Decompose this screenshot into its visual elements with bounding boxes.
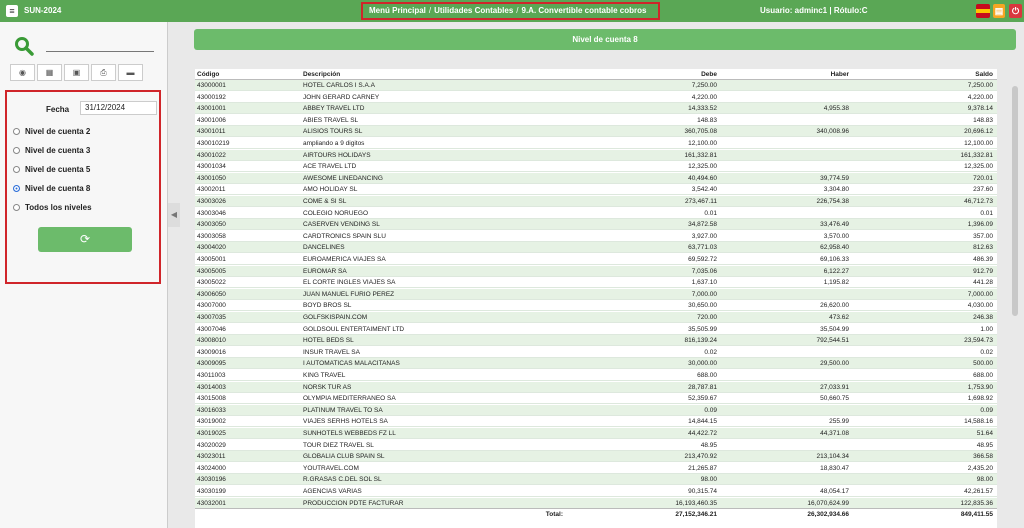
cell-debe: 688.00 <box>697 372 717 379</box>
cell-codigo: 43005005 <box>197 267 226 275</box>
cell-descripcion: GOLDSOUL ENTERTAIMENT LTD <box>303 325 405 333</box>
radio-nivel-5[interactable]: Nivel de cuenta 5 <box>13 165 90 174</box>
table-row[interactable] <box>195 150 997 161</box>
scrollbar[interactable] <box>1012 86 1018 316</box>
cell-debe: 720.00 <box>697 314 717 321</box>
cell-saldo: 48.95 <box>976 441 993 449</box>
search-input[interactable] <box>46 51 154 52</box>
refresh-icon: ⟳ <box>79 232 91 246</box>
cell-saldo: 237.60 <box>973 186 993 194</box>
cell-descripcion: CASERVEN VENDING SL <box>303 221 380 229</box>
cell-haber: 50,660.75 <box>820 395 849 403</box>
cell-haber: 39,774.59 <box>820 174 849 182</box>
pdf-icon[interactable]: ▬ <box>118 64 143 81</box>
col-header-codigo[interactable]: Código <box>197 71 220 78</box>
cell-haber: 3,304.80 <box>823 186 849 194</box>
table-row[interactable] <box>195 184 997 195</box>
cell-descripcion: JUAN MANUEL FURIO PEREZ <box>303 290 395 298</box>
table-row[interactable] <box>195 231 997 242</box>
cell-descripcion: AMO HOLIDAY SL <box>303 186 358 194</box>
cell-debe: 35,505.99 <box>688 325 717 333</box>
cell-codigo: 43000001 <box>197 82 226 89</box>
totals-label: Total: <box>545 511 563 518</box>
table-header <box>195 69 997 80</box>
cell-saldo: 366.58 <box>973 453 993 461</box>
cell-descripcion: AGENCIAS VARIAS <box>303 488 362 495</box>
power-icon[interactable]: ⏻ <box>1009 4 1022 18</box>
cell-debe: 7,035.06 <box>691 267 717 275</box>
cell-codigo: 43014003 <box>197 383 226 391</box>
radio-nivel-2[interactable]: Nivel de cuenta 2 <box>13 127 90 136</box>
cell-codigo: 43019002 <box>197 418 226 426</box>
cell-saldo: 12,100.00 <box>964 140 993 147</box>
table-row[interactable] <box>195 92 997 103</box>
cell-debe: 30,650.00 <box>688 302 717 310</box>
cell-haber: 6,122.27 <box>823 267 849 275</box>
table-row[interactable] <box>195 103 997 114</box>
cell-haber: 33,476.49 <box>820 221 849 229</box>
cell-descripcion: EL CORTE INGLES VIAJES SA <box>303 279 396 287</box>
cell-descripcion: GOLFSKISPAIN.COM <box>303 314 368 321</box>
cell-descripcion: DANCELINES <box>303 244 345 252</box>
cell-descripcion: CARDTRONICS SPAIN SLU <box>303 232 386 240</box>
cell-debe: 7,000.00 <box>691 290 717 298</box>
cell-codigo: 43008010 <box>197 337 226 345</box>
table-row[interactable] <box>195 138 997 149</box>
table-row[interactable] <box>195 498 997 509</box>
cell-saldo: 7,250.00 <box>967 82 993 89</box>
col-header-saldo[interactable]: Saldo <box>975 71 993 78</box>
cell-haber: 69,106.33 <box>820 256 849 263</box>
cell-descripcion: AWESOME LINEDANCING <box>303 174 383 182</box>
cell-descripcion: BOYD BROS SL <box>303 302 352 310</box>
cell-haber: 27,033.91 <box>820 383 849 391</box>
cell-descripcion: KING TRAVEL <box>303 372 346 379</box>
cell-haber: 255.99 <box>829 418 849 426</box>
cell-saldo: 4,220.00 <box>967 93 993 101</box>
cell-descripcion: TOUR DIEZ TRAVEL SL <box>303 441 374 449</box>
accounts-table <box>195 69 997 528</box>
cell-haber: 4,955.38 <box>823 105 849 113</box>
cell-codigo: 43003050 <box>197 221 226 229</box>
cell-codigo: 43001034 <box>197 163 226 171</box>
cell-descripcion: PLATINUM TRAVEL TO SA <box>303 406 383 414</box>
cell-descripcion: ABBEY TRAVEL LTD <box>303 105 365 113</box>
cell-debe: 273,467.11 <box>684 198 717 205</box>
table-row[interactable] <box>195 115 997 126</box>
cell-haber: 340,008.96 <box>816 128 849 136</box>
cell-codigo: 43000192 <box>197 93 226 101</box>
cell-saldo: 9,378.14 <box>967 105 993 113</box>
cell-saldo: 12,325.00 <box>964 163 993 171</box>
cell-debe: 14,844.15 <box>688 418 717 426</box>
cell-descripcion: ABIES TRAVEL SL <box>303 116 359 124</box>
cell-descripcion: OLYMPIA MEDITERRANEO SA <box>303 395 396 403</box>
app-title: SUN-2024 <box>24 6 62 15</box>
table-row[interactable] <box>195 312 997 323</box>
cell-descripcion: GLOBALIA CLUB SPAIN SL <box>303 453 385 461</box>
cell-descripcion: NORSK TUR AS <box>303 383 352 391</box>
table-row[interactable] <box>195 486 997 497</box>
table-row[interactable] <box>195 266 997 277</box>
cell-saldo: 148.83 <box>973 116 993 124</box>
cell-debe: 69,592.72 <box>688 256 717 263</box>
cell-haber: 26,620.00 <box>820 302 849 310</box>
cell-saldo: 500.00 <box>973 360 993 368</box>
cell-haber: 473.62 <box>829 314 849 321</box>
cell-debe: 1,637.10 <box>691 279 717 287</box>
breadcrumb-item-utilidades-contables[interactable]: Utilidades Contables <box>434 6 514 15</box>
excel-icon[interactable]: ▦ <box>37 64 62 81</box>
radio-nivel-3[interactable]: Nivel de cuenta 3 <box>13 146 90 155</box>
table-row[interactable] <box>195 80 997 91</box>
cell-saldo: 357.00 <box>973 232 993 240</box>
table-row[interactable] <box>195 358 997 369</box>
page-title: Nivel de cuenta 8 <box>194 29 1016 50</box>
cell-codigo: 43019025 <box>197 430 226 437</box>
cell-debe: 4,220.00 <box>691 93 717 101</box>
cell-descripcion: ACE TRAVEL LTD <box>303 163 357 171</box>
cell-debe: 7,250.00 <box>691 82 717 89</box>
cell-debe: 360,705.08 <box>684 128 717 136</box>
table-row[interactable] <box>195 474 997 485</box>
table-row[interactable] <box>195 289 997 300</box>
cell-saldo: 1.00 <box>980 325 993 333</box>
cell-debe: 0.02 <box>704 348 717 356</box>
view-icon[interactable]: ◉ <box>10 64 35 81</box>
cell-saldo: 51.64 <box>976 430 993 437</box>
cell-debe: 3,542.40 <box>691 186 717 194</box>
cell-debe: 0.01 <box>704 209 717 217</box>
cell-codigo: 43003046 <box>197 209 226 217</box>
cell-descripcion: COLEGIO NORUEGO <box>303 209 369 217</box>
cell-codigo: 43004020 <box>197 244 226 252</box>
cell-codigo: 43005022 <box>197 279 226 287</box>
cell-saldo: 4,030.00 <box>967 302 993 310</box>
sidebar <box>0 22 168 528</box>
table-row[interactable] <box>195 405 997 416</box>
cell-haber: 213,104.34 <box>816 453 849 461</box>
cell-codigo: 43007000 <box>197 302 226 310</box>
cell-saldo: 42,261.57 <box>964 488 993 495</box>
cell-debe: 48.95 <box>700 441 717 449</box>
table-row[interactable] <box>195 126 997 137</box>
cell-saldo: 122,835.36 <box>960 499 993 507</box>
cell-codigo: 43001022 <box>197 151 226 159</box>
cell-codigo: 43016033 <box>197 406 226 414</box>
cell-descripcion: HOTEL CARLOS I S.A.A <box>303 82 376 89</box>
print-icon[interactable]: ▤ <box>994 6 1004 16</box>
cell-codigo: 43020029 <box>197 441 226 449</box>
cell-debe: 21,265.87 <box>688 464 717 472</box>
printer-icon[interactable]: ⎙ <box>91 64 116 81</box>
user-info: Usuario: adminc1 | Rótulo:C <box>760 6 868 15</box>
cell-saldo: 7,000.00 <box>967 290 993 298</box>
cell-haber: 16,070,624.99 <box>807 499 849 507</box>
cell-haber: 44,371.08 <box>820 430 849 437</box>
breadcrumb: Menú Principal / Utilidades Contables / 9.A. Convertible contable cobros <box>361 2 660 20</box>
cell-codigo: 43001011 <box>197 128 226 136</box>
table-row[interactable] <box>195 463 997 474</box>
cell-saldo: 688.00 <box>973 372 993 379</box>
cell-codigo: 43005001 <box>197 256 226 263</box>
cell-debe: 28,787.81 <box>688 383 717 391</box>
cell-debe: 161,332.81 <box>684 151 717 159</box>
cell-debe: 16,193,460.35 <box>675 499 717 507</box>
cell-codigo: 43007046 <box>197 325 226 333</box>
table-row[interactable] <box>195 208 997 219</box>
cell-descripcion: ampliando a 9 digitos <box>303 140 365 147</box>
refresh-button[interactable] <box>38 227 132 252</box>
cell-codigo: 43001050 <box>197 174 226 182</box>
cell-debe: 40,494.60 <box>688 174 717 182</box>
cell-descripcion: EUROMAR SA <box>303 267 347 275</box>
cell-debe: 213,470.92 <box>684 453 717 461</box>
filter-panel <box>5 90 161 284</box>
search-icon[interactable] <box>14 36 34 56</box>
cell-haber: 3,570.00 <box>823 232 849 240</box>
cell-saldo: 20,696.12 <box>964 128 993 136</box>
table-row[interactable] <box>195 300 997 311</box>
cell-debe: 44,422.72 <box>688 430 717 437</box>
totals-row <box>195 508 997 520</box>
table-row[interactable] <box>195 451 997 462</box>
cell-saldo: 0.02 <box>980 348 993 356</box>
cell-codigo: 43015008 <box>197 395 226 403</box>
cell-debe: 12,100.00 <box>688 140 717 147</box>
cell-descripcion: SUNHOTELS WEBBEDS FZ LL <box>303 430 396 437</box>
table-row[interactable] <box>195 277 997 288</box>
main-content <box>181 22 1024 528</box>
cell-saldo: 0.09 <box>980 406 993 414</box>
col-header-debe[interactable]: Debe <box>701 71 717 78</box>
cell-debe: 816,139.24 <box>684 337 717 345</box>
cell-descripcion: YOUTRAVEL.COM <box>303 464 359 472</box>
cell-saldo: 441.28 <box>973 279 993 287</box>
cell-saldo: 2,435.20 <box>967 464 993 472</box>
breadcrumb-item-menu-principal[interactable]: Menú Principal <box>369 6 426 15</box>
table-row[interactable] <box>195 347 997 358</box>
collapse-sidebar-button[interactable]: ◀ <box>168 203 180 227</box>
cell-saldo: 0.01 <box>980 209 993 217</box>
cell-debe: 90,315.74 <box>688 488 717 495</box>
cell-descripcion: AIRTOURS HOLIDAYS <box>303 151 371 159</box>
cell-descripcion: PRODUCCION PDTE FACTURAR <box>303 499 404 507</box>
cell-saldo: 23,594.73 <box>964 337 993 345</box>
cell-codigo: 43009095 <box>197 360 226 368</box>
cell-codigo: 43032001 <box>197 499 226 507</box>
col-header-descripcion[interactable]: Descripción <box>303 71 341 78</box>
toolbar <box>10 64 143 81</box>
cell-haber: 18,830.47 <box>820 464 849 472</box>
cell-codigo: 43009016 <box>197 348 226 356</box>
table-row[interactable] <box>195 428 997 439</box>
cell-haber: 792,544.51 <box>816 337 849 345</box>
cell-saldo: 1,396.09 <box>967 221 993 229</box>
cell-saldo: 486.39 <box>973 256 993 263</box>
fecha-label: Fecha <box>46 105 70 114</box>
cell-saldo: 1,753.90 <box>967 383 993 391</box>
cell-saldo: 720.01 <box>973 174 993 182</box>
cell-debe: 3,927.00 <box>691 232 717 240</box>
total-debe: 27,152,346.21 <box>675 511 717 518</box>
cell-saldo: 912.79 <box>973 267 993 275</box>
table-row[interactable] <box>195 440 997 451</box>
cell-debe: 30,000.00 <box>688 360 717 368</box>
cell-saldo: 46,712.73 <box>964 198 993 205</box>
table-row[interactable] <box>195 242 997 253</box>
cell-saldo: 1,698.92 <box>967 395 993 403</box>
cell-saldo: 812.63 <box>973 244 993 252</box>
table-row[interactable] <box>195 196 997 207</box>
table-row[interactable] <box>195 416 997 427</box>
table-row[interactable] <box>195 335 997 346</box>
cell-descripcion: R.GRASAS C.DEL SOL SL <box>303 476 382 484</box>
cell-descripcion: JOHN GERARD CARNEY <box>303 93 380 101</box>
cell-haber: 62,958.40 <box>820 244 849 252</box>
cell-codigo: 43001001 <box>197 105 226 113</box>
cell-debe: 14,333.52 <box>688 105 717 113</box>
radio-todos-niveles[interactable]: Todos los niveles <box>13 203 92 212</box>
cell-descripcion: HOTEL BEDS SL <box>303 337 354 345</box>
table-row[interactable] <box>195 219 997 230</box>
cell-debe: 12,325.00 <box>688 163 717 171</box>
cell-saldo: 14,588.16 <box>964 418 993 426</box>
cell-debe: 52,359.67 <box>688 395 717 403</box>
hamburger-icon[interactable]: ≡ <box>6 5 18 17</box>
cell-descripcion: ALISIOS TOURS SL <box>303 128 363 136</box>
cell-haber: 48,054.17 <box>820 488 849 495</box>
cell-descripcion: I AUTOMATICAS MALACITANAS <box>303 360 400 368</box>
table-row[interactable] <box>195 324 997 335</box>
cell-codigo: 43003058 <box>197 232 226 240</box>
cell-haber: 1,195.82 <box>823 279 849 287</box>
cell-descripcion: COME & SI SL <box>303 198 347 205</box>
cell-debe: 98.00 <box>700 476 717 484</box>
table-row[interactable] <box>195 370 997 381</box>
cell-descripcion: EUROAMERICA VIAJES SA <box>303 256 386 263</box>
radio-nivel-8[interactable]: Nivel de cuenta 8 <box>13 184 90 193</box>
cell-debe: 34,872.58 <box>688 221 717 229</box>
top-bar <box>0 0 1024 22</box>
cell-codigo: 43030196 <box>197 476 226 484</box>
total-haber: 26,302,934.66 <box>807 511 849 518</box>
cell-codigo: 43030199 <box>197 488 226 495</box>
cell-codigo: 43007035 <box>197 314 226 321</box>
cell-saldo: 161,332.81 <box>960 151 993 159</box>
cell-haber: 29,500.00 <box>820 360 849 368</box>
cell-descripcion: VIAJES SERHS HOTELS SA <box>303 418 388 426</box>
print-preview-icon[interactable]: ▣ <box>64 64 89 81</box>
cell-codigo: 43002011 <box>197 186 226 194</box>
table-row[interactable] <box>195 254 997 265</box>
table-row[interactable] <box>195 161 997 172</box>
cell-codigo: 430010219 <box>197 140 230 147</box>
table-row[interactable] <box>195 393 997 404</box>
total-saldo: 849,411.55 <box>960 511 993 518</box>
cell-saldo: 98.00 <box>976 476 993 484</box>
cell-codigo: 43024000 <box>197 464 226 472</box>
cell-codigo: 43001006 <box>197 116 226 124</box>
table-row[interactable] <box>195 173 997 184</box>
cell-codigo: 43006050 <box>197 290 226 298</box>
fecha-input[interactable]: 31/12/2024 <box>80 101 157 115</box>
col-header-haber[interactable]: Haber <box>830 71 849 78</box>
breadcrumb-item-current: 9.A. Convertible contable cobros <box>521 6 647 15</box>
cell-haber: 226,754.38 <box>816 198 849 205</box>
cell-debe: 148.83 <box>697 116 717 124</box>
cell-haber: 35,504.99 <box>820 325 849 333</box>
table-row[interactable] <box>195 382 997 393</box>
cell-debe: 63,771.03 <box>688 244 717 252</box>
spain-flag-icon[interactable] <box>976 4 990 18</box>
cell-saldo: 246.38 <box>973 314 993 321</box>
cell-codigo: 43011003 <box>197 372 226 379</box>
cell-debe: 0.09 <box>704 406 717 414</box>
cell-descripcion: INSUR TRAVEL SA <box>303 348 360 356</box>
cell-codigo: 43003026 <box>197 198 226 205</box>
cell-codigo: 43023011 <box>197 453 226 461</box>
